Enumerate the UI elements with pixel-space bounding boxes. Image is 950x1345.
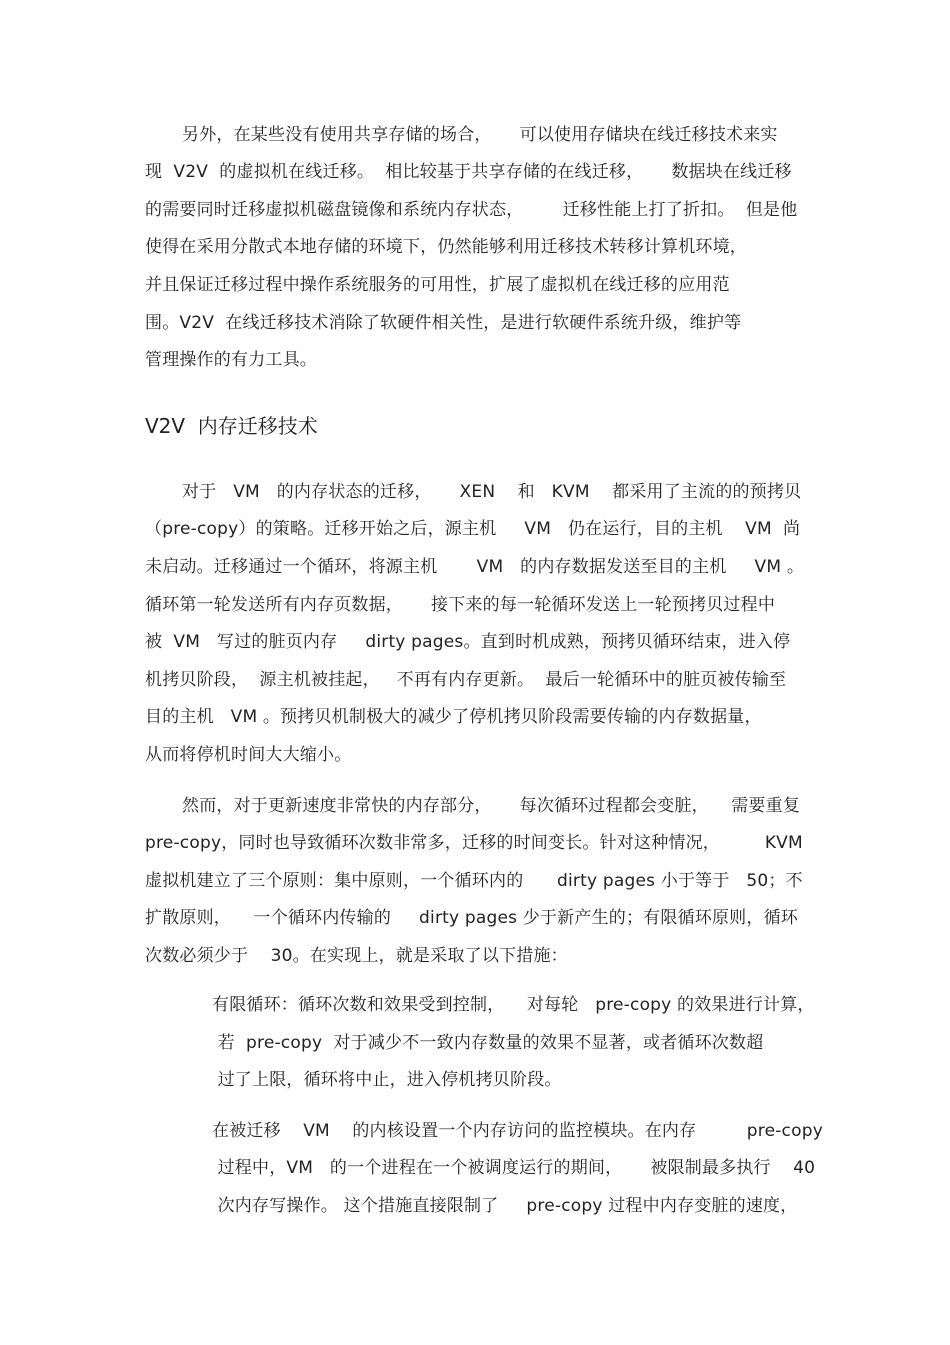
p3-line-3: 虚拟机建立了三个原则：集中原则，一个循环内的 dirty pages 小于等于 50；不 bbox=[145, 871, 803, 891]
p3-line-1: 然而，对于更新速度非常快的内存部分， 每次循环过程都会变脏， 需要重复 bbox=[182, 796, 801, 816]
p4-line-3: 过了上限，循环将中止，进入停机拷贝阶段。 bbox=[212, 1070, 562, 1090]
p3-line-4: 扩散原则， 一个循环内传输的 dirty pages 少于新产生的；有限循环原则，循环 bbox=[145, 908, 798, 928]
p3-line-5: 次数必须少于 30。在实现上，就是采取了以下措施： bbox=[145, 946, 568, 966]
p1-line-2: 现 V2V 的虚拟机在线迁移。 相比较基于共享存储的在线迁移， 数据块在线迁移 bbox=[145, 162, 792, 182]
p4-line-1: 有限循环：循环次数和效果受到控制， 对每轮 pre-copy 的效果进行计算， bbox=[212, 995, 815, 1015]
p2-line-2: （pre-copy）的策略。迁移开始之后，源主机 VM 仍在运行，目的主机 VM 尚 bbox=[145, 519, 801, 539]
p1-line-6: 围。V2V 在线迁移技术消除了软硬件相关性，是进行软硬件系统升级，维护等 bbox=[145, 313, 742, 333]
section-heading: V2V 内存迁移技术 bbox=[145, 414, 318, 438]
p5-line-3: 次内存写操作。 这个措施直接限制了 pre-copy 过程中内存变脏的速度， bbox=[212, 1196, 798, 1216]
p2-line-3: 未启动。迁移通过一个循环，将源主机 VM 的内存数据发送至目的主机 VM 。 bbox=[145, 557, 805, 577]
p1-line-5: 并且保证迁移过程中操作系统服务的可用性，扩展了虚拟机在线迁移的应用范 bbox=[145, 275, 730, 295]
p2-line-6: 机拷贝阶段， 源主机被挂起， 不再有内存更新。 最后一轮循环中的脏页被传输至 bbox=[145, 670, 787, 690]
p3-line-2: pre-copy，同时也导致循环次数非常多，迁移的时间变长。针对这种情况， KVM bbox=[145, 833, 803, 853]
p4-line-2: 若 pre-copy 对于减少不一致内存数量的效果不显著，或者循环次数超 bbox=[212, 1033, 764, 1053]
p2-line-7: 目的主机 VM 。预拷贝机制极大的减少了停机拷贝阶段需要传输的内存数据量， bbox=[145, 707, 762, 727]
p2-line-8: 从而将停机时间大大缩小。 bbox=[145, 745, 352, 765]
p5-line-2: 过程中，VM 的一个进程在一个被调度运行的期间， 被限制最多执行 40 bbox=[212, 1158, 816, 1178]
p2-line-4: 循环第一轮发送所有内存页数据， 接下来的每一轮循环发送上一轮预拷贝过程中 bbox=[145, 595, 776, 615]
p1-line-1: 另外，在某些没有使用共享存储的场合， 可以使用存储块在线迁移技术来实 bbox=[182, 125, 778, 145]
p1-line-7: 管理操作的有力工具。 bbox=[145, 350, 317, 370]
p5-line-1: 在被迁移 VM 的内核设置一个内存访问的监控模块。在内存 pre-copy bbox=[212, 1121, 823, 1141]
p1-line-4: 使得在采用分散式本地存储的环境下，仍然能够利用迁移技术转移计算机环境， bbox=[145, 237, 747, 257]
p2-line-1: 对于 VM 的内存状态的迁移， XEN 和 KVM 都采用了主流的的预拷贝 bbox=[182, 482, 802, 502]
p2-line-5: 被 VM 写过的脏页内存 dirty pages。直到时机成熟，预拷贝循环结束，进入停 bbox=[145, 632, 791, 652]
p1-line-3: 的需要同时迁移虚拟机磁盘镜像和系统内存状态， 迁移性能上打了折扣。 但是他 bbox=[145, 200, 798, 220]
